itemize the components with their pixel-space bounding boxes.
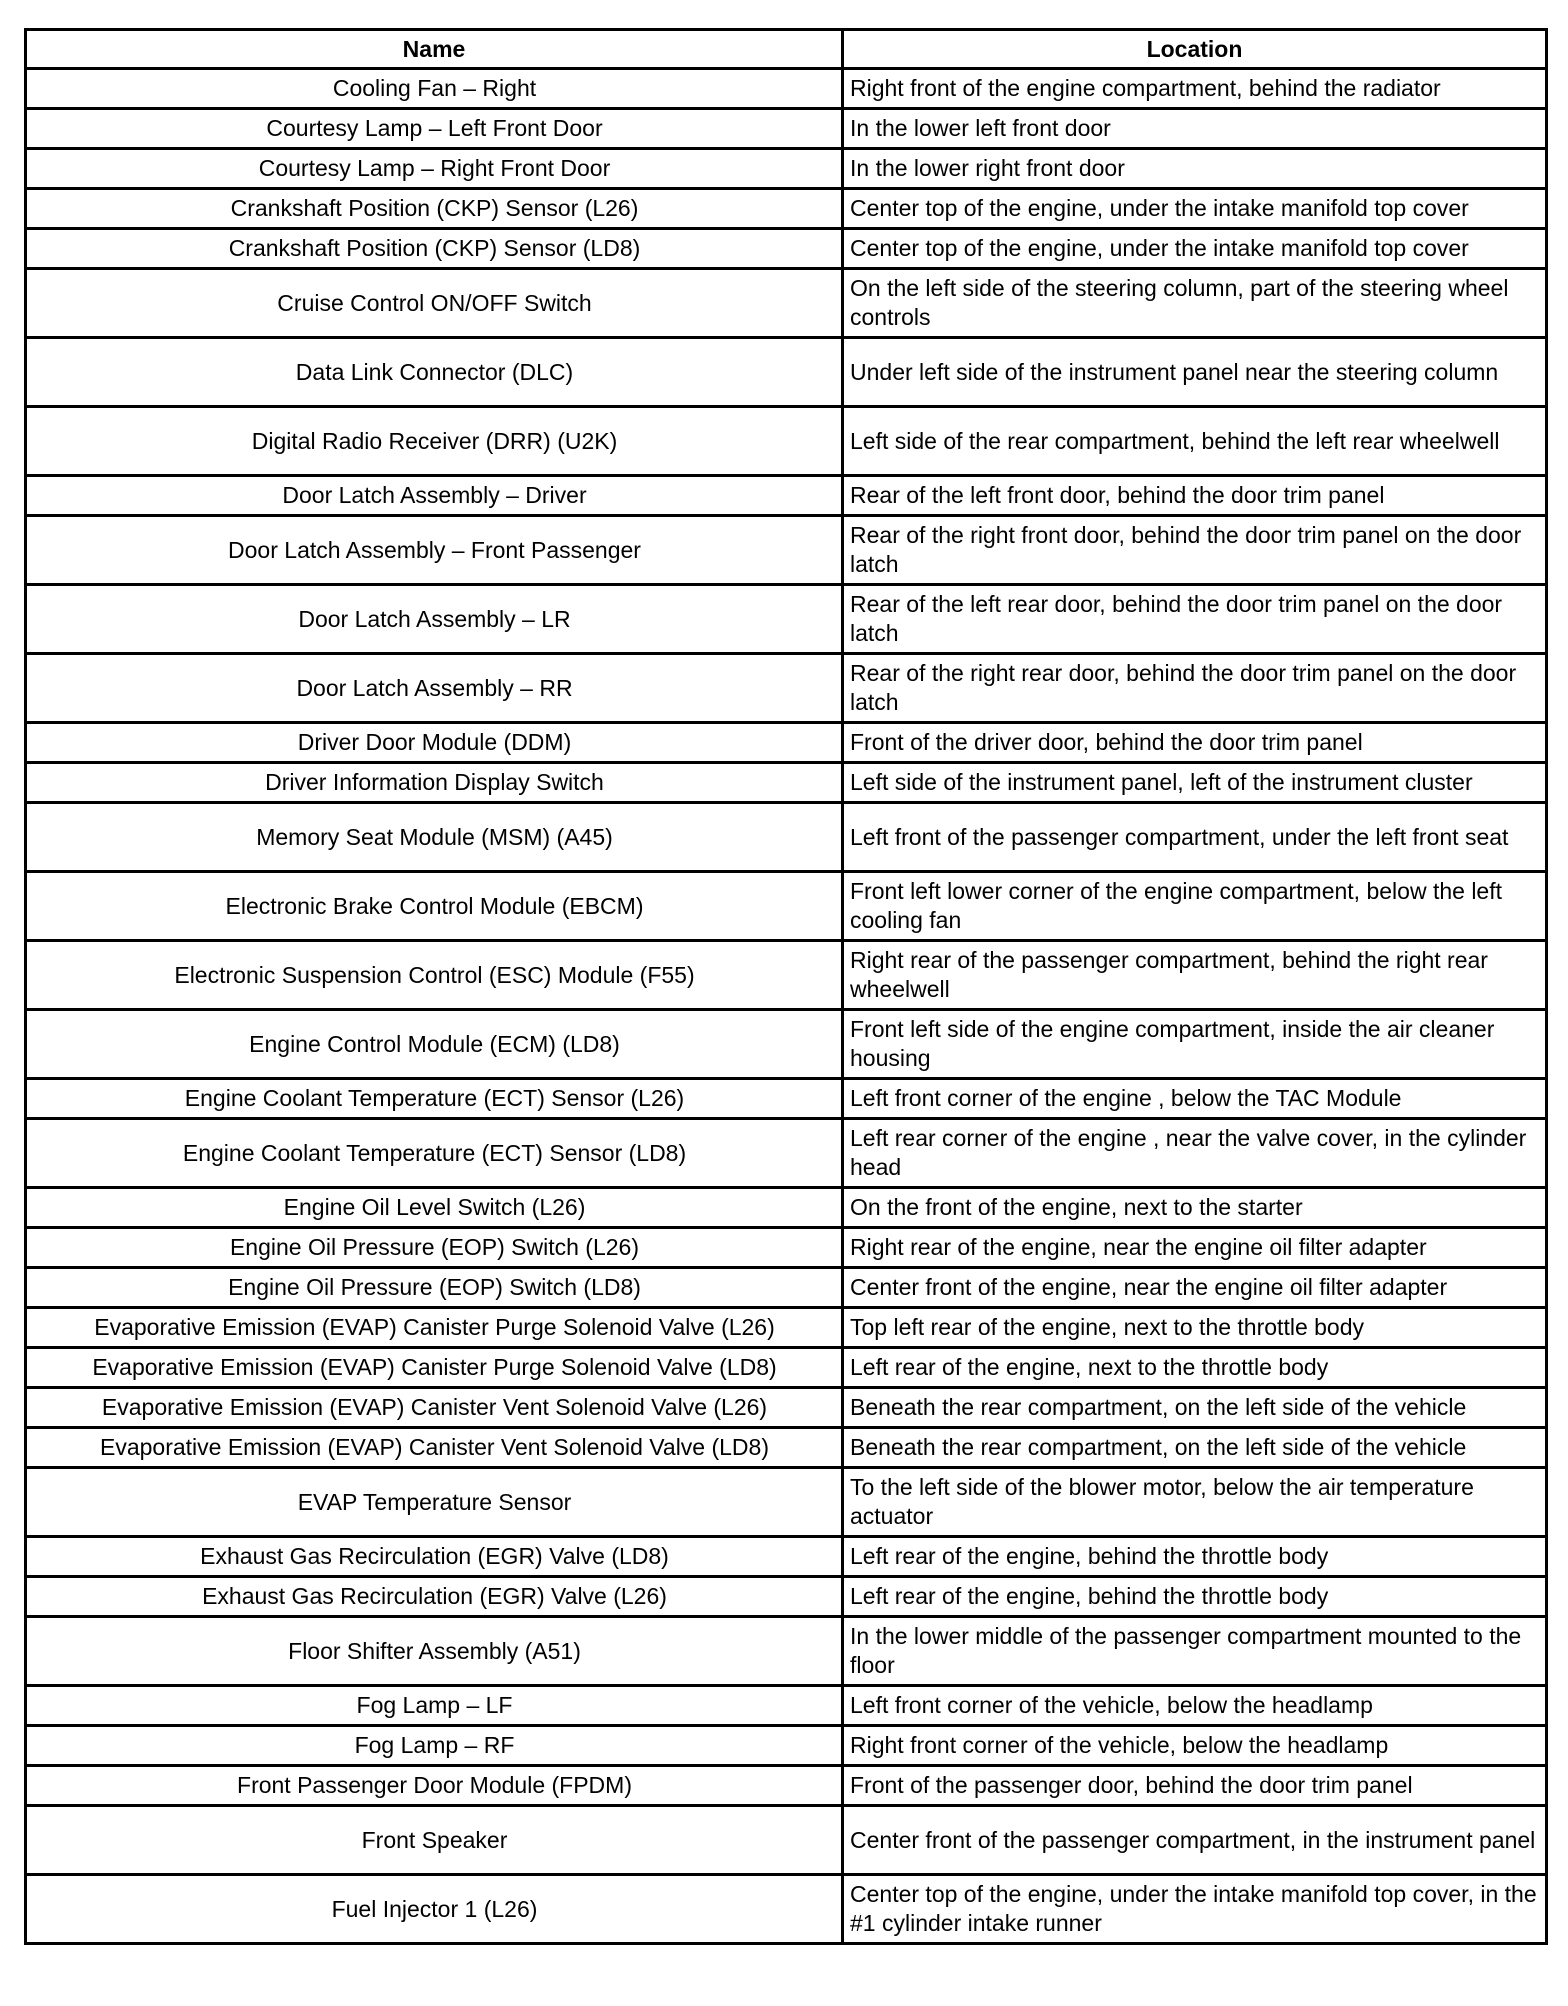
table-row [26, 476, 1547, 516]
component-name-cell: Evaporative Emission (EVAP) Canister Purge Solenoid Valve (L26) [26, 1308, 843, 1348]
component-location-cell: Right rear of the engine, near the engine oil filter adapter [843, 1228, 1547, 1268]
header-location: Location [843, 30, 1547, 69]
component-name-cell: Door Latch Assembly – Front Passenger [26, 516, 843, 585]
component-location-cell: Rear of the left front door, behind the door trim panel [843, 476, 1547, 516]
table-row [26, 1537, 1547, 1577]
table-row [26, 516, 1547, 585]
table-row [26, 269, 1547, 338]
component-location-cell: Left rear of the engine, behind the throttle body [843, 1577, 1547, 1617]
component-name-cell: Digital Radio Receiver (DRR) (U2K) [26, 407, 843, 476]
table-row [26, 803, 1547, 872]
component-location-cell: Front left side of the engine compartment, inside the air cleaner housing [843, 1010, 1547, 1079]
component-location-cell: Right rear of the passenger compartment, behind the right rear wheelwell [843, 941, 1547, 1010]
component-name-cell: Fuel Injector 1 (L26) [26, 1875, 843, 1944]
table-row [26, 1806, 1547, 1875]
component-location-cell: In the lower right front door [843, 149, 1547, 189]
component-name-cell: Engine Oil Pressure (EOP) Switch (LD8) [26, 1268, 843, 1308]
table-row [26, 189, 1547, 229]
component-location-cell: Left front of the passenger compartment, under the left front seat [843, 803, 1547, 872]
component-location-cell: Beneath the rear compartment, on the left side of the vehicle [843, 1388, 1547, 1428]
table-row [26, 585, 1547, 654]
table-row [26, 1188, 1547, 1228]
component-location-cell: Left rear corner of the engine , near the valve cover, in the cylinder head [843, 1119, 1547, 1188]
table-row [26, 723, 1547, 763]
component-location-cell: Under left side of the instrument panel near the steering column [843, 338, 1547, 407]
component-name-cell: Door Latch Assembly – Driver [26, 476, 843, 516]
component-location-cell: Front of the passenger door, behind the door trim panel [843, 1766, 1547, 1806]
component-location-cell: Left rear of the engine, next to the throttle body [843, 1348, 1547, 1388]
table-row [26, 1428, 1547, 1468]
component-name-cell: Door Latch Assembly – RR [26, 654, 843, 723]
table-row [26, 1228, 1547, 1268]
component-name-cell: Driver Information Display Switch [26, 763, 843, 803]
component-name-cell: Crankshaft Position (CKP) Sensor (L26) [26, 189, 843, 229]
component-location-cell: Left side of the rear compartment, behind the left rear wheelwell [843, 407, 1547, 476]
table-row [26, 1079, 1547, 1119]
component-name-cell: Engine Oil Pressure (EOP) Switch (L26) [26, 1228, 843, 1268]
component-location-cell: Center top of the engine, under the intake manifold top cover, in the #1 cylinder intake runner [843, 1875, 1547, 1944]
table-row [26, 941, 1547, 1010]
table-row [26, 1875, 1547, 1944]
table-row [26, 1348, 1547, 1388]
component-name-cell: Data Link Connector (DLC) [26, 338, 843, 407]
component-location-cell: Center top of the engine, under the intake manifold top cover [843, 229, 1547, 269]
component-name-cell: Exhaust Gas Recirculation (EGR) Valve (L26) [26, 1577, 843, 1617]
component-name-cell: Exhaust Gas Recirculation (EGR) Valve (LD8) [26, 1537, 843, 1577]
table-row [26, 1010, 1547, 1079]
component-name-cell: Engine Coolant Temperature (ECT) Sensor (L26) [26, 1079, 843, 1119]
table-row [26, 1308, 1547, 1348]
component-location-cell: In the lower middle of the passenger compartment mounted to the floor [843, 1617, 1547, 1686]
component-name-cell: Evaporative Emission (EVAP) Canister Purge Solenoid Valve (LD8) [26, 1348, 843, 1388]
component-name-cell: Memory Seat Module (MSM) (A45) [26, 803, 843, 872]
component-name-cell: EVAP Temperature Sensor [26, 1468, 843, 1537]
component-name-cell: Fog Lamp – LF [26, 1686, 843, 1726]
component-location-cell: Rear of the right front door, behind the door trim panel on the door latch [843, 516, 1547, 585]
component-name-cell: Front Speaker [26, 1806, 843, 1875]
component-name-cell: Courtesy Lamp – Left Front Door [26, 109, 843, 149]
component-name-cell: Door Latch Assembly – LR [26, 585, 843, 654]
component-location-cell: Center top of the engine, under the intake manifold top cover [843, 189, 1547, 229]
component-name-cell: Evaporative Emission (EVAP) Canister Vent Solenoid Valve (LD8) [26, 1428, 843, 1468]
component-location-cell: Center front of the engine, near the engine oil filter adapter [843, 1268, 1547, 1308]
table-row [26, 407, 1547, 476]
component-name-cell: Driver Door Module (DDM) [26, 723, 843, 763]
component-location-cell: In the lower left front door [843, 109, 1547, 149]
component-location-cell: Right front of the engine compartment, behind the radiator [843, 69, 1547, 109]
table-row [26, 109, 1547, 149]
component-location-cell: Left side of the instrument panel, left of the instrument cluster [843, 763, 1547, 803]
component-location-table [24, 28, 1548, 1945]
table-row [26, 1617, 1547, 1686]
component-name-cell: Fog Lamp – RF [26, 1726, 843, 1766]
table-body [26, 69, 1547, 1944]
table-row [26, 1268, 1547, 1308]
component-location-cell: Left front corner of the vehicle, below the headlamp [843, 1686, 1547, 1726]
header-name: Name [26, 30, 843, 69]
table-row [26, 1766, 1547, 1806]
table-row [26, 338, 1547, 407]
component-location-cell: Front left lower corner of the engine compartment, below the left cooling fan [843, 872, 1547, 941]
component-location-cell: Rear of the left rear door, behind the door trim panel on the door latch [843, 585, 1547, 654]
component-location-cell: On the front of the engine, next to the starter [843, 1188, 1547, 1228]
table-row [26, 1726, 1547, 1766]
component-location-cell: Right front corner of the vehicle, below the headlamp [843, 1726, 1547, 1766]
component-location-cell: To the left side of the blower motor, below the air temperature actuator [843, 1468, 1547, 1537]
component-location-cell: Rear of the right rear door, behind the door trim panel on the door latch [843, 654, 1547, 723]
table-row [26, 654, 1547, 723]
component-name-cell: Cruise Control ON/OFF Switch [26, 269, 843, 338]
component-name-cell: Evaporative Emission (EVAP) Canister Vent Solenoid Valve (L26) [26, 1388, 843, 1428]
component-location-cell: Front of the driver door, behind the door trim panel [843, 723, 1547, 763]
component-name-cell: Engine Coolant Temperature (ECT) Sensor (LD8) [26, 1119, 843, 1188]
component-location-cell: On the left side of the steering column, part of the steering wheel controls [843, 269, 1547, 338]
table-row [26, 1577, 1547, 1617]
component-location-cell: Left front corner of the engine , below the TAC Module [843, 1079, 1547, 1119]
component-location-cell: Center front of the passenger compartment, in the instrument panel [843, 1806, 1547, 1875]
component-name-cell: Cooling Fan – Right [26, 69, 843, 109]
component-location-cell: Top left rear of the engine, next to the throttle body [843, 1308, 1547, 1348]
component-name-cell: Electronic Brake Control Module (EBCM) [26, 872, 843, 941]
table-header-row [26, 30, 1547, 69]
component-name-cell: Engine Oil Level Switch (L26) [26, 1188, 843, 1228]
table-row [26, 1468, 1547, 1537]
table-row [26, 763, 1547, 803]
component-name-cell: Engine Control Module (ECM) (LD8) [26, 1010, 843, 1079]
component-location-cell: Beneath the rear compartment, on the left side of the vehicle [843, 1428, 1547, 1468]
table-row [26, 69, 1547, 109]
table-row [26, 149, 1547, 189]
table-row [26, 872, 1547, 941]
component-name-cell: Front Passenger Door Module (FPDM) [26, 1766, 843, 1806]
table-row [26, 1388, 1547, 1428]
component-name-cell: Crankshaft Position (CKP) Sensor (LD8) [26, 229, 843, 269]
component-name-cell: Floor Shifter Assembly (A51) [26, 1617, 843, 1686]
component-name-cell: Electronic Suspension Control (ESC) Module (F55) [26, 941, 843, 1010]
table-row [26, 1119, 1547, 1188]
component-name-cell: Courtesy Lamp – Right Front Door [26, 149, 843, 189]
table-row [26, 1686, 1547, 1726]
component-location-cell: Left rear of the engine, behind the throttle body [843, 1537, 1547, 1577]
table-row [26, 229, 1547, 269]
